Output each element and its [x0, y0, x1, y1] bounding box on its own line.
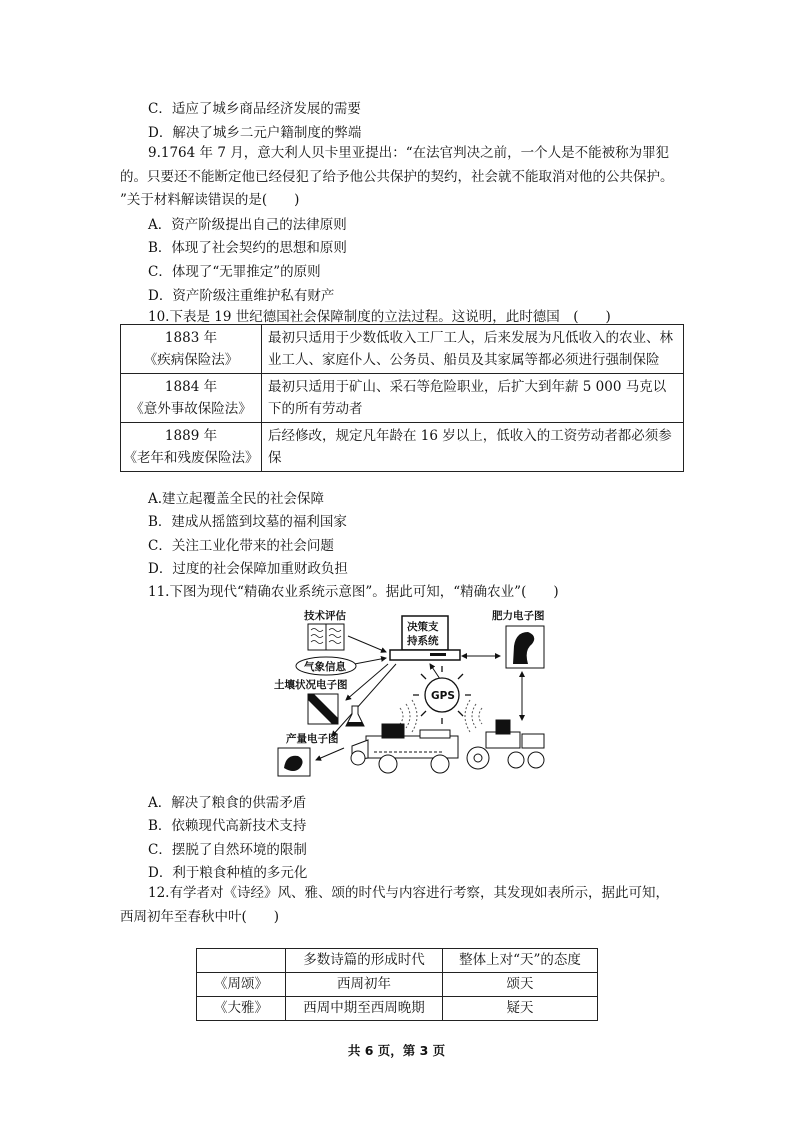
arrow [348, 636, 386, 652]
gps-label: GPS [431, 690, 455, 702]
precision-agriculture-diagram [270, 608, 552, 778]
table-cell: 西周中期至西周晚期 [286, 997, 443, 1021]
header-cell [197, 949, 286, 973]
table-cell: 西周初年 [286, 973, 443, 997]
table-cell: 《大雅》 [197, 997, 286, 1021]
q9-option-c: C．体现了“无罪推定”的原则 [148, 264, 321, 280]
table-cell: 疑天 [443, 997, 598, 1021]
decision-label-1: 决策支 [407, 621, 439, 633]
q11-option-c: C．摆脱了自然环境的限制 [148, 842, 307, 858]
q8-option-c: C．适应了城乡商品经济发展的需要 [148, 101, 361, 117]
table-cell: 颂天 [443, 973, 598, 997]
q9-stem-line-1: 9.1764 年 7 月，意大利人贝卡里亚提出：“在法官判决之前，一个人是不能被称为罪犯 [148, 145, 670, 161]
q9-stem-line-2: 的。只要还不能断定他已经侵犯了给予他公共保护的契约，社会就不能取消对他的公共保护。 [120, 168, 674, 185]
q10-option-d: D．过度的社会保障加重财政负担 [148, 561, 348, 577]
document-icon [308, 624, 344, 650]
weather-label: 气象信息 [304, 661, 346, 673]
law-cell [121, 325, 262, 374]
q9-stem [120, 142, 680, 213]
q11-stem: 11.下图为现代“精确农业系统示意图”。据此可知，“精确农业”( ) [148, 584, 559, 600]
q9-option-b: B．体现了社会契约的思想和原则 [148, 240, 347, 256]
q9-option-d: D．资产阶级注重维护私有财产 [148, 288, 335, 304]
law-name: 《疾病保险法》 [143, 352, 239, 368]
law-year: 1884 年 [164, 379, 218, 395]
soil-map-icon [308, 694, 338, 724]
law-year: 1883 年 [164, 330, 218, 346]
law-cell [121, 374, 262, 423]
law-cell [121, 423, 262, 472]
q12-table [196, 948, 598, 1021]
q12-stem-line-2: 西周初年至春秋中叶( ) [120, 908, 280, 925]
header-cell: 整体上对“天”的态度 [443, 949, 598, 973]
law-year: 1889 年 [164, 428, 218, 444]
harvester-icon [351, 724, 458, 773]
law-content: 最初只适用于少数低收入工厂工人，后来发展为凡低收入的农业、林业工人、家庭仆人、公务员、船员及其家属等都必须进行强制保险 [262, 325, 684, 374]
table-header-row [197, 949, 598, 973]
q9-stem-line-3: ”关于材料解读错误的是( ) [120, 192, 300, 208]
fertilizer-map-icon [506, 626, 544, 668]
q10-table [120, 324, 684, 472]
q9-option-a: A．资产阶级提出自己的法律原则 [148, 217, 347, 233]
tech-eval-label: 技术评估 [304, 610, 346, 622]
flask-icon [346, 706, 364, 726]
soil-map-label: 土壤状况电子图 [274, 679, 348, 691]
yield-map-label: 产量电子图 [286, 733, 339, 745]
q12-stem [120, 882, 680, 929]
law-name: 《老年和残废保险法》 [123, 450, 259, 466]
q10-option-a: A.建立起覆盖全民的社会保障 [148, 491, 325, 507]
law-name: 《意外事故保险法》 [130, 401, 252, 417]
q10-option-c: C．关注工业化带来的社会问题 [148, 538, 334, 554]
law-content: 最初只适用于矿山、采石等危险职业，后扩大到年薪 5 000 马克以下的所有劳动者 [262, 374, 684, 423]
q10-stem: 10.下表是 19 世纪德国社会保障制度的立法过程。这说明，此时德国 ( ) [148, 309, 611, 325]
table-row [197, 997, 598, 1021]
q11-option-d: D．利于粮食种植的多元化 [148, 865, 308, 881]
q11-option-b: B．依赖现代高新技术支持 [148, 818, 307, 834]
header-cell: 多数诗篇的形成时代 [286, 949, 443, 973]
yield-map-icon [278, 748, 310, 776]
tractor-icon [467, 720, 544, 769]
table-row [121, 423, 684, 472]
law-content: 后经修改，规定凡年龄在 16 岁以上，低收入的工资劳动者都必须参保 [262, 423, 684, 472]
fertilizer-map-label: 肥力电子图 [492, 610, 545, 622]
table-row [121, 325, 684, 374]
q11-option-a: A．解决了粮食的供需矛盾 [148, 795, 307, 811]
table-row [121, 374, 684, 423]
table-cell: 《周颂》 [197, 973, 286, 997]
q8-option-d: D．解决了城乡二元户籍制度的弊端 [148, 125, 362, 141]
arrow [316, 748, 344, 760]
q12-stem-line-1: 12.有学者对《诗经》风、雅、颂的时代与内容进行考察，其发现如表所示，据此可知， [148, 885, 669, 901]
page-footer: 共 6 页，第 3 页 [347, 1043, 446, 1058]
q10-option-b: B．建成从摇篮到坟墓的福利国家 [148, 514, 347, 530]
table-row [197, 973, 598, 997]
decision-label-2: 持系统 [407, 635, 439, 647]
